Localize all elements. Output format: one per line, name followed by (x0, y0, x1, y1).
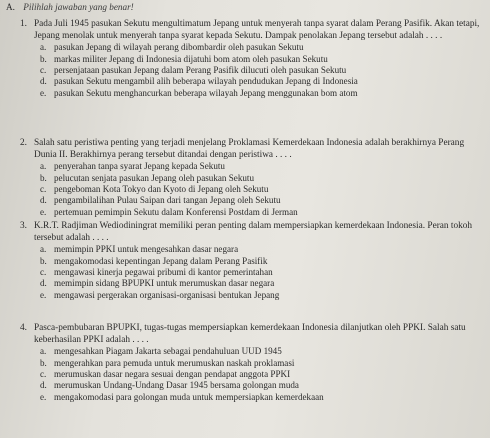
option-letter: e. (40, 289, 47, 300)
question-2 (20, 138, 482, 218)
option-text: mengawasi pergerakan organisasi-organisasi bentukan Jepang (54, 289, 280, 300)
option-letter: b. (40, 53, 47, 64)
answer-option-d[interactable] (20, 76, 482, 87)
option-letter: a. (40, 42, 47, 53)
answer-option-a[interactable] (20, 346, 482, 357)
option-letter: a. (40, 244, 47, 255)
question-text: Salah satu peristiwa penting yang terjadi menjelang Proklamasi Kemerdekaan Indonesia adalah berakhirnya Perang Dunia II. Berakhirnya perang tersebut ditandai dengan peristiwa . . . . (34, 138, 465, 160)
option-text: mengakomodasi para golongan muda untuk mempersiapkan kemerdekaan (54, 391, 324, 402)
question-text: K.R.T. Radjiman Wediodiningrat memiliki peran penting dalam mempersiapkan kemerdekaan Indonesia. Peran tokoh tersebut adalah . . . . (34, 221, 473, 243)
option-text: mengesahkan Piagam Jakarta sebagai pendahuluan UUD 1945 (54, 346, 282, 357)
answer-option-b[interactable] (20, 173, 482, 184)
option-text: mengerahkan para pemuda untuk merumuskan naskah proklamasi (54, 357, 295, 368)
answer-option-e[interactable] (20, 392, 482, 403)
question-3 (20, 221, 482, 301)
option-letter: c. (40, 369, 47, 379)
section-header (6, 2, 134, 12)
option-letter: e. (40, 391, 47, 402)
answer-option-d[interactable] (20, 278, 482, 289)
answer-option-d[interactable] (20, 380, 482, 391)
question-stem (20, 323, 482, 346)
question-number: 4. (20, 323, 27, 333)
option-letter: d. (40, 380, 47, 391)
option-text: pasukan Sekutu menghancurkan beberapa wilayah Jepang menggunakan bom atom (54, 87, 358, 98)
answer-option-e[interactable] (20, 88, 482, 99)
answer-option-a[interactable] (20, 161, 482, 172)
option-text: pengeboman Kota Tokyo dan Kyoto di Jepang oleh Sekutu (54, 184, 269, 194)
answer-option-c[interactable] (20, 267, 482, 278)
option-letter: d. (40, 278, 47, 289)
question-number: 2. (20, 138, 27, 148)
question-1 (20, 19, 482, 99)
option-letter: c. (40, 184, 47, 194)
question-number: 1. (20, 19, 27, 29)
option-text: persenjataan pasukan Jepang dalam Perang Pasifik dilucuti oleh pasukan Sekutu (54, 65, 347, 75)
option-text: mengawasi kinerja pegawai pribumi di kantor pemerintahan (54, 267, 273, 277)
option-text: pasukan Jepang di wilayah perang dibombardir oleh pasukan Sekutu (54, 42, 304, 53)
answer-option-e[interactable] (20, 290, 482, 301)
option-text: memimpin sidang BPUPKI untuk merumuskan dasar negara (54, 278, 275, 289)
question-number: 3. (20, 221, 27, 231)
option-letter: b. (40, 172, 47, 183)
question-text: Pasca-pembubaran BPUPKI, tugas-tugas mempersiapkan kemerdekaan Indonesia dilanjutkan oleh PPKI. Salah satu keberhasilan PPKI adalah . . . . (34, 323, 466, 345)
answer-option-b[interactable] (20, 256, 482, 267)
answer-option-c[interactable] (20, 65, 482, 76)
answer-option-b[interactable] (20, 54, 482, 65)
option-text: pertemuan pemimpin Sekutu dalam Konferensi Postdam di Jerman (54, 206, 298, 217)
answer-option-e[interactable] (20, 207, 482, 218)
section-letter: A. (6, 2, 15, 12)
option-letter: b. (40, 357, 47, 368)
answer-option-c[interactable] (20, 184, 482, 195)
question-text: Pada Juli 1945 pasukan Sekutu mengultimatum Jepang untuk menyerah tanpa syarat dalam Perang Pasifik. Akan tetapi, Jepang menolak untuk menyerah tanpa syarat kepada Sekutu. Dampak penolakan Jepang tersebut adalah . . . . (34, 19, 480, 41)
option-text: pasukan Sekutu mengambil alih beberapa wilayah pendudukan Jepang di Indonesia (54, 76, 358, 87)
answer-option-c[interactable] (20, 369, 482, 380)
answer-option-a[interactable] (20, 244, 482, 255)
question-stem (20, 19, 482, 42)
option-text: pengambilalihan Pulau Saipan dari tangan Jepang oleh Sekutu (54, 195, 281, 206)
option-letter: a. (40, 161, 47, 172)
option-text: pelucutan senjata pasukan Jepang oleh pasukan Sekutu (54, 172, 255, 183)
option-letter: d. (40, 76, 47, 87)
option-text: merumuskan dasar negara sesuai dengan pendapat anggota PPKI (54, 369, 291, 379)
question-stem (20, 138, 482, 161)
option-text: markas militer Jepang di Indonesia dijatuhi bom atom oleh pasukan Sekutu (54, 53, 328, 64)
option-letter: a. (40, 346, 47, 357)
answer-option-d[interactable] (20, 195, 482, 206)
option-letter: c. (40, 267, 47, 277)
option-letter: e. (40, 87, 47, 98)
option-letter: e. (40, 206, 47, 217)
option-letter: c. (40, 65, 47, 75)
option-text: merumuskan Undang-Undang Dasar 1945 bersama golongan muda (54, 380, 299, 391)
question-stem (20, 221, 482, 244)
option-letter: d. (40, 195, 47, 206)
answer-option-b[interactable] (20, 358, 482, 369)
answer-option-a[interactable] (20, 42, 482, 53)
option-text: penyerahan tanpa syarat Jepang kepada Sekutu (54, 161, 225, 172)
option-text: memimpin PPKI untuk mengesahkan dasar negara (54, 244, 239, 255)
option-text: mengakomodasi kepentingan Jepang dalam Perang Pasifik (54, 255, 268, 266)
option-letter: b. (40, 255, 47, 266)
section-instruction: Pilihlah jawaban yang benar! (23, 2, 134, 12)
question-4 (20, 323, 482, 403)
